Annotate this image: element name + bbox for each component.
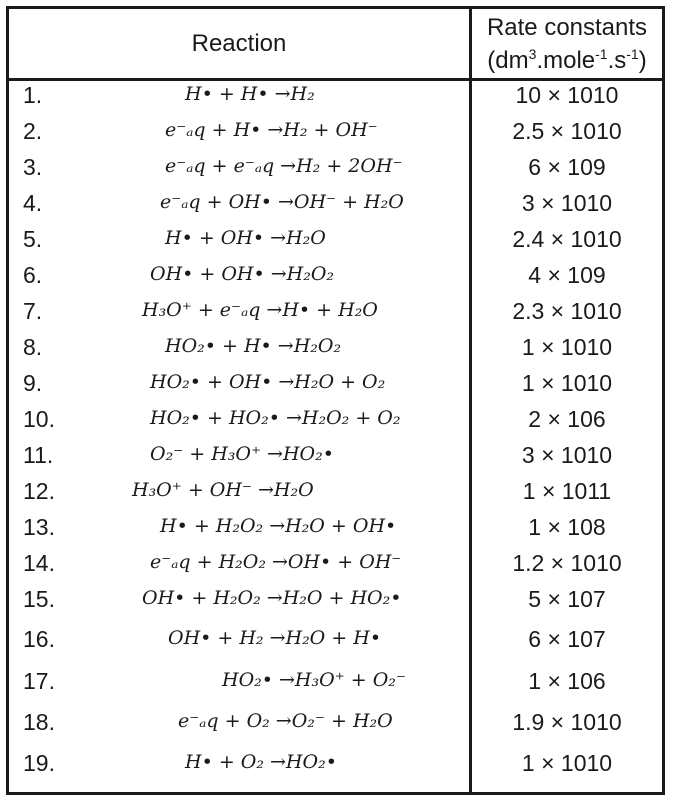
rate-constants-table (6, 6, 665, 795)
reaction-equation: OH• + OH• →H₂O₂ (150, 263, 335, 285)
reaction-equation: e⁻ₐq + H• →H₂ + OH⁻ (165, 119, 378, 141)
table-row (9, 473, 662, 509)
row-number: 2. (23, 118, 43, 144)
row-number: 16. (23, 626, 55, 652)
table-row (9, 257, 662, 293)
reaction-equation: HO₂• →H₃O⁺ + O₂⁻ (222, 669, 406, 691)
row-number: 19. (23, 750, 55, 776)
table-row (9, 704, 662, 740)
reaction-equation: H• + O₂ →HO₂• (185, 751, 337, 773)
reaction-equation: e⁻ₐq + e⁻ₐq →H₂ + 2OH⁻ (165, 155, 403, 177)
row-number: 15. (23, 586, 55, 612)
table-row (9, 221, 662, 257)
reaction-equation: O₂⁻ + H₃O⁺ →HO₂• (150, 443, 334, 465)
row-number: 13. (23, 514, 55, 540)
row-number: 7. (23, 298, 43, 324)
rate-constant: 2 × 106 (528, 406, 606, 432)
row-number: 5. (23, 226, 43, 252)
row-number: 8. (23, 334, 43, 360)
row-number: 3. (23, 154, 43, 180)
rate-constant: 2.4 × 1010 (512, 226, 622, 252)
reaction-equation: e⁻ₐq + H₂O₂ →OH• + OH⁻ (150, 551, 402, 573)
table-row (9, 293, 662, 329)
table-row (9, 663, 662, 699)
rate-constant: 1 × 1011 (522, 478, 612, 504)
rate-constant: 5 × 107 (528, 586, 606, 612)
table-row (9, 509, 662, 545)
row-number: 17. (23, 668, 55, 694)
reaction-equation: HO₂• + HO₂• →H₂O₂ + O₂ (150, 407, 401, 429)
row-number: 12. (23, 478, 55, 504)
row-number: 18. (23, 709, 55, 735)
reaction-equation: OH• + H₂ →H₂O + H• (168, 627, 382, 649)
header-reaction: Reaction (191, 29, 287, 57)
rate-constant: 6 × 109 (528, 154, 606, 180)
row-number: 9. (23, 370, 43, 396)
rate-constant: 1 × 1010 (521, 370, 613, 396)
table-row (9, 581, 662, 617)
row-number: 1. (23, 82, 43, 108)
header-rate-title: Rate constants (486, 13, 648, 41)
header-rate-constants (472, 9, 662, 78)
rate-constant: 1.2 × 1010 (512, 550, 622, 576)
reaction-equation: e⁻ₐq + OH• →OH⁻ + H₂O (160, 191, 404, 213)
rate-constant: 6 × 107 (528, 626, 606, 652)
rate-constant: 1 × 1010 (521, 334, 613, 360)
rate-constant: 10 × 1010 (515, 82, 619, 108)
rate-constant: 3 × 1010 (521, 190, 613, 216)
table-row (9, 545, 662, 581)
reaction-equation: H• + H• →H₂ (185, 83, 315, 105)
reaction-equation: H• + H₂O₂ →H₂O + OH• (160, 515, 397, 537)
rate-constant: 4 × 109 (528, 262, 606, 288)
reaction-equation: e⁻ₐq + O₂ →O₂⁻ + H₂O (178, 710, 393, 732)
row-number: 10. (23, 406, 55, 432)
table-row (9, 365, 662, 401)
table-row (9, 329, 662, 365)
reaction-equation: OH• + H₂O₂ →H₂O + HO₂• (142, 587, 402, 609)
reaction-equation: HO₂• + OH• →H₂O + O₂ (150, 371, 386, 393)
rate-constant: 1 × 108 (528, 514, 606, 540)
table-row (9, 149, 662, 185)
rate-constant: 1.9 × 1010 (512, 709, 622, 735)
reaction-equation: H₃O⁺ + e⁻ₐq →H• + H₂O (142, 299, 378, 321)
reaction-equation: H₃O⁺ + OH⁻ →H₂O (132, 479, 314, 501)
header-rate-unit: $(dm^3.mole^{-1}.s^{-1})$ (487, 45, 647, 74)
row-number: 11. (23, 442, 54, 468)
row-number: 4. (23, 190, 43, 216)
reaction-equation: H• + OH• →H₂O (165, 227, 326, 249)
rate-constant: 2.3 × 1010 (512, 298, 622, 324)
table-row (9, 113, 662, 149)
table-row (9, 185, 662, 221)
reaction-equation: HO₂• + H• →H₂O₂ (165, 335, 342, 357)
rate-constant: 1 × 1010 (521, 750, 613, 776)
rate-constant: 1 × 106 (528, 668, 606, 694)
row-number: 6. (23, 262, 43, 288)
table-row (9, 77, 662, 113)
row-number: 14. (23, 550, 55, 576)
table-row (9, 401, 662, 437)
table-row (9, 621, 662, 657)
rate-constant: 3 × 1010 (521, 442, 613, 468)
rate-constant: 2.5 × 1010 (512, 118, 622, 144)
table-row (9, 745, 662, 781)
table-row (9, 437, 662, 473)
